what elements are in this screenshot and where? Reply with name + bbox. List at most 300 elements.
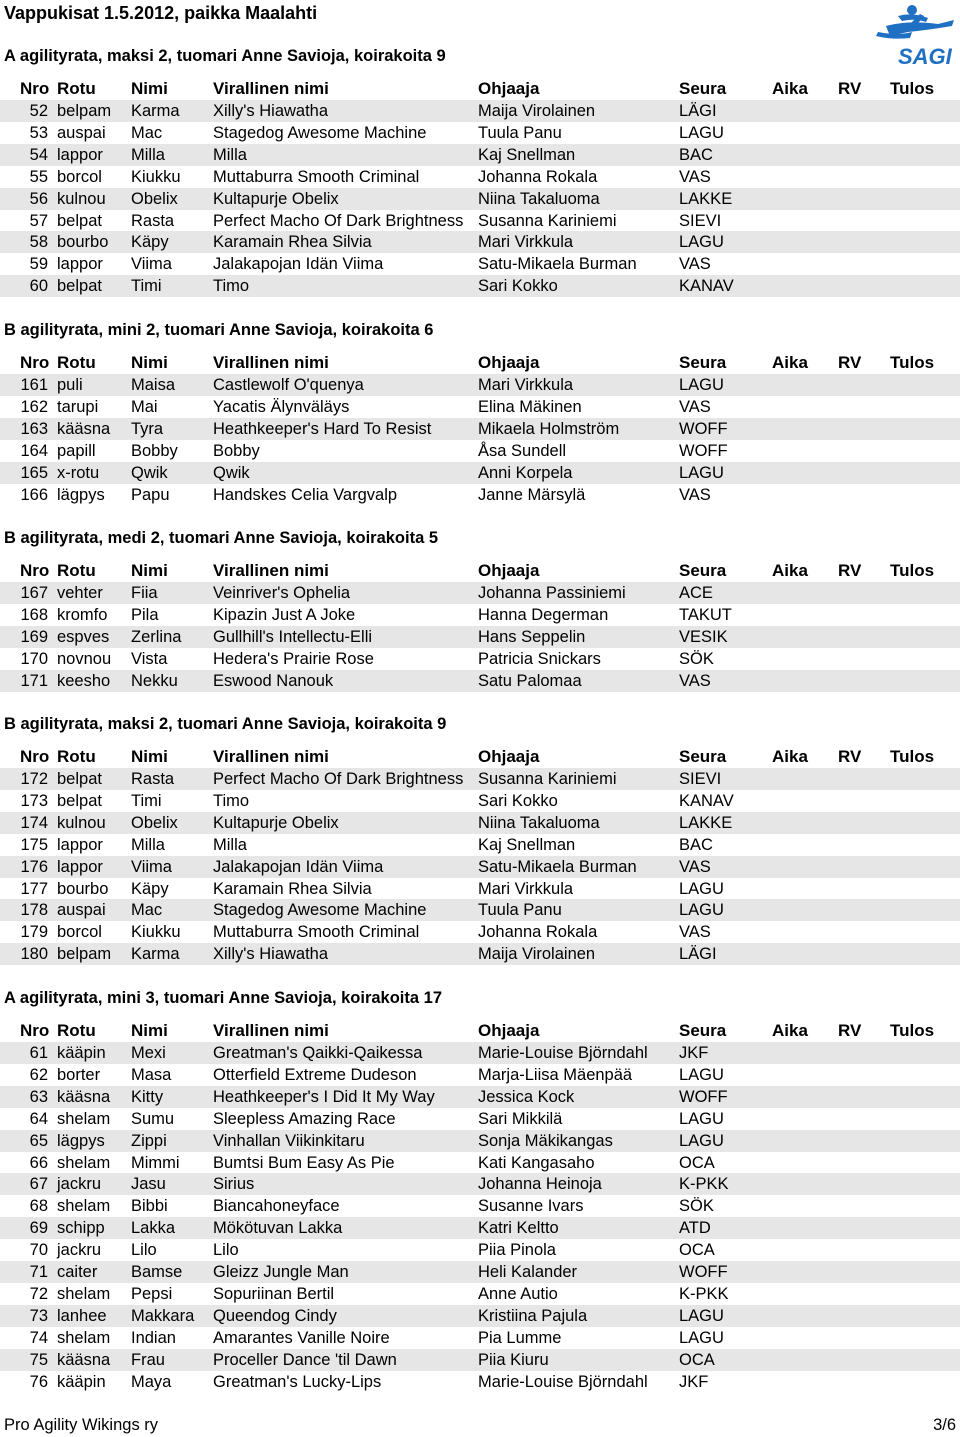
cell-seura: WOFF (679, 1087, 728, 1106)
cell-nimi: Milla (131, 145, 165, 164)
cell-virallinen-nimi: Jalakapojan Idän Viima (213, 857, 384, 876)
cell-nimi: Sumu (131, 1109, 175, 1128)
table-row (0, 144, 960, 166)
column-header-tulos: Tulos (890, 747, 935, 766)
table-row (0, 1261, 960, 1283)
cell-nro: 64 (29, 1109, 48, 1128)
cell-rotu: belpam (57, 102, 112, 120)
cell-virallinen-nimi: Sirius (213, 1175, 255, 1194)
cell-ohjaaja: Mari Virkkula (478, 879, 574, 898)
column-header-aika: Aika (772, 561, 808, 580)
column-header-virallinen-nimi: Virallinen nimi (213, 353, 329, 372)
table-row (0, 899, 960, 921)
cell-seura: LAGU (679, 463, 724, 482)
cell-rotu: shelam (57, 1328, 111, 1347)
cell-rotu: x-rotu (57, 463, 100, 482)
cell-nro: 68 (29, 1197, 48, 1216)
cell-nimi: Pepsi (131, 1284, 173, 1303)
svg-text:SAGI: SAGI (898, 44, 952, 68)
cell-nro: 163 (20, 419, 48, 438)
column-header-nro: Nro (20, 561, 50, 580)
cell-nro: 164 (20, 441, 48, 460)
cell-rotu: auspai (57, 901, 106, 920)
cell-virallinen-nimi: Castlewolf O'quenya (213, 376, 364, 394)
cell-nro: 60 (29, 277, 48, 296)
cell-ohjaaja: Sari Kokko (478, 277, 558, 296)
cell-rotu: kääsna (57, 419, 111, 438)
table-row (0, 1108, 960, 1130)
column-header-virallinen-nimi: Virallinen nimi (213, 747, 329, 766)
cell-rotu: tarupi (57, 397, 99, 416)
cell-seura: LÄGI (679, 945, 717, 964)
cell-nro: 168 (20, 605, 48, 624)
column-header-rotu: Rotu (57, 561, 96, 580)
footer-page-number: 3/6 (933, 1416, 956, 1434)
cell-nro: 177 (20, 879, 48, 898)
cell-nro: 65 (29, 1131, 48, 1150)
cell-nimi: Kiukku (131, 923, 181, 942)
cell-nimi: Qwik (131, 463, 168, 482)
cell-seura: K-PKK (679, 1175, 729, 1194)
cell-nro: 165 (20, 463, 48, 482)
cell-ohjaaja: Johanna Rokala (478, 923, 598, 942)
cell-ohjaaja: Johanna Rokala (478, 167, 598, 186)
cell-rotu: kromfo (57, 605, 108, 624)
cell-nro: 73 (29, 1306, 48, 1325)
cell-nro: 53 (29, 123, 48, 142)
column-header-rotu: Rotu (57, 79, 96, 98)
cell-ohjaaja: Elina Mäkinen (478, 397, 582, 416)
cell-nimi: Viima (131, 255, 172, 274)
table-row (0, 231, 960, 253)
cell-virallinen-nimi: Yacatis Älynväläys (213, 397, 350, 416)
column-header-virallinen-nimi: Virallinen nimi (213, 79, 329, 98)
cell-seura: LAGU (679, 376, 724, 394)
cell-ohjaaja: Susanne Ivars (478, 1197, 584, 1216)
cell-nimi: Tyra (131, 419, 164, 438)
cell-nimi: Rasta (131, 211, 175, 230)
table-row (0, 1173, 960, 1195)
cell-rotu: shelam (57, 1153, 111, 1172)
table-row (0, 418, 960, 440)
section-title: A agilityrata, mini 3, tuomari Anne Savioja, koirakoita 17 (4, 989, 442, 1007)
cell-seura: LAGU (679, 879, 724, 898)
cell-ohjaaja: Niina Takaluoma (478, 189, 600, 208)
cell-virallinen-nimi: Xilly's Hiawatha (213, 945, 329, 964)
cell-seura: ACE (679, 584, 713, 602)
cell-nimi: Zippi (131, 1131, 167, 1150)
table-header (0, 78, 960, 100)
cell-virallinen-nimi: Proceller Dance 'til Dawn (213, 1350, 397, 1369)
cell-virallinen-nimi: Karamain Rhea Silvia (213, 233, 372, 252)
cell-virallinen-nimi: Veinriver's Ophelia (213, 584, 351, 602)
cell-rotu: espves (57, 627, 110, 646)
cell-virallinen-nimi: Handskes Celia Vargvalp (213, 485, 398, 504)
cell-rotu: kääpin (57, 1372, 106, 1391)
sagi-logo-icon (868, 2, 958, 68)
table-row (0, 100, 960, 122)
cell-ohjaaja: Kaj Snellman (478, 145, 576, 164)
cell-nro: 61 (29, 1044, 48, 1062)
cell-nro: 63 (29, 1087, 48, 1106)
cell-seura: VAS (679, 255, 711, 274)
cell-virallinen-nimi: Bobby (213, 441, 260, 460)
cell-rotu: bourbo (57, 233, 109, 252)
cell-nimi: Viima (131, 857, 172, 876)
cell-rotu: bourbo (57, 879, 109, 898)
table-row (0, 768, 960, 790)
cell-ohjaaja: Satu-Mikaela Burman (478, 857, 637, 876)
cell-virallinen-nimi: Kultapurje Obelix (213, 813, 339, 832)
cell-virallinen-nimi: Perfect Macho Of Dark Brightness (213, 770, 464, 788)
cell-seura: VESIK (679, 627, 728, 646)
table-row (0, 1152, 960, 1174)
cell-ohjaaja: Pia Lumme (478, 1328, 562, 1347)
cell-virallinen-nimi: Jalakapojan Idän Viima (213, 255, 384, 274)
table-row (0, 210, 960, 232)
column-header-virallinen-nimi: Virallinen nimi (213, 1021, 329, 1040)
cell-virallinen-nimi: Gullhill's Intellectu-Elli (213, 627, 373, 646)
cell-virallinen-nimi: Kipazin Just A Joke (213, 605, 356, 624)
cell-nimi: Karma (131, 945, 180, 964)
cell-ohjaaja: Piia Kiuru (478, 1350, 549, 1369)
cell-nimi: Mac (131, 901, 163, 920)
table-row (0, 582, 960, 604)
cell-ohjaaja: Piia Pinola (478, 1241, 556, 1260)
cell-virallinen-nimi: Timo (213, 277, 250, 296)
column-header-nro: Nro (20, 79, 50, 98)
cell-seura: VAS (679, 923, 711, 942)
cell-nimi: Fiia (131, 584, 158, 602)
cell-nimi: Obelix (131, 813, 178, 832)
table-row (0, 1064, 960, 1086)
column-header-aika: Aika (772, 747, 808, 766)
table-row (0, 374, 960, 396)
cell-seura: LAGU (679, 1131, 724, 1150)
column-header-ohjaaja: Ohjaaja (478, 561, 540, 580)
table-row (0, 484, 960, 506)
table-row (0, 812, 960, 834)
cell-seura: WOFF (679, 441, 728, 460)
cell-nimi: Mexi (131, 1044, 166, 1062)
cell-rotu: kääsna (57, 1350, 111, 1369)
cell-nro: 161 (20, 376, 48, 394)
table-row (0, 1239, 960, 1261)
cell-nro: 58 (29, 233, 48, 252)
column-header-aika: Aika (772, 353, 808, 372)
table-row (0, 1042, 960, 1064)
cell-rotu: novnou (57, 649, 112, 668)
cell-nimi: Bobby (131, 441, 178, 460)
cell-ohjaaja: Patricia Snickars (478, 649, 601, 668)
cell-seura: LAGU (679, 1065, 724, 1084)
cell-rotu: jackru (57, 1241, 102, 1260)
cell-seura: LAKKE (679, 189, 733, 208)
table-row (0, 1283, 960, 1305)
column-header-seura: Seura (679, 79, 727, 98)
cell-nro: 179 (20, 923, 48, 942)
table-row (0, 1327, 960, 1349)
table-header (0, 1020, 960, 1042)
column-header-rv: RV (838, 353, 862, 372)
cell-nimi: Vista (131, 649, 168, 668)
cell-virallinen-nimi: Gleizz Jungle Man (213, 1263, 349, 1281)
cell-nimi: Indian (131, 1328, 176, 1347)
cell-nimi: Mai (131, 397, 158, 416)
cell-ohjaaja: Hanna Degerman (478, 605, 609, 624)
table-row (0, 1305, 960, 1327)
table-row (0, 921, 960, 943)
cell-nro: 72 (29, 1284, 48, 1303)
cell-ohjaaja: Kati Kangasaho (478, 1153, 595, 1172)
cell-seura: VAS (679, 167, 711, 186)
column-header-ohjaaja: Ohjaaja (478, 353, 540, 372)
cell-virallinen-nimi: Xilly's Hiawatha (213, 102, 329, 120)
cell-rotu: papill (57, 441, 96, 460)
table-row (0, 1371, 960, 1393)
cell-nimi: Papu (131, 485, 170, 504)
cell-ohjaaja: Anne Autio (478, 1284, 558, 1303)
cell-virallinen-nimi: Stagedog Awesome Machine (213, 901, 427, 920)
table-row (0, 462, 960, 484)
cell-seura: WOFF (679, 419, 728, 438)
cell-nimi: Pila (131, 605, 159, 624)
table-row (0, 878, 960, 900)
column-header-rv: RV (838, 747, 862, 766)
cell-rotu: jackru (57, 1175, 102, 1194)
cell-rotu: auspai (57, 123, 106, 142)
column-header-seura: Seura (679, 1021, 727, 1040)
cell-seura: KANAV (679, 277, 734, 296)
cell-virallinen-nimi: Eswood Nanouk (213, 671, 334, 690)
cell-nro: 67 (29, 1175, 48, 1194)
cell-virallinen-nimi: Greatman's Qaikki-Qaikessa (213, 1044, 423, 1062)
cell-virallinen-nimi: Qwik (213, 463, 250, 482)
cell-rotu: caiter (57, 1263, 98, 1281)
cell-seura: SÖK (679, 1197, 714, 1216)
table-row (0, 188, 960, 210)
table-row (0, 670, 960, 692)
cell-rotu: shelam (57, 1284, 111, 1303)
cell-ohjaaja: Åsa Sundell (478, 441, 567, 460)
table-row (0, 440, 960, 462)
table-row (0, 166, 960, 188)
cell-seura: SIEVI (679, 211, 722, 230)
cell-nro: 52 (29, 102, 48, 120)
cell-virallinen-nimi: Sleepless Amazing Race (213, 1109, 396, 1128)
cell-rotu: lägpys (57, 1131, 105, 1150)
table-row (0, 253, 960, 275)
cell-virallinen-nimi: Amarantes Vanille Noire (213, 1328, 390, 1347)
table-row (0, 790, 960, 812)
page-title: Vappukisat 1.5.2012, paikka Maalahti (4, 3, 318, 23)
cell-ohjaaja: Susanna Kariniemi (478, 770, 617, 788)
cell-nimi: Jasu (131, 1175, 166, 1194)
table-row (0, 1217, 960, 1239)
cell-ohjaaja: Satu Palomaa (478, 671, 582, 690)
column-header-virallinen-nimi: Virallinen nimi (213, 561, 329, 580)
table-row (0, 1086, 960, 1108)
cell-ohjaaja: Maija Virolainen (478, 102, 596, 120)
cell-virallinen-nimi: Queendog Cindy (213, 1306, 337, 1325)
cell-seura: LAGU (679, 1109, 724, 1128)
cell-nimi: Maisa (131, 376, 176, 394)
cell-seura: LAKKE (679, 813, 733, 832)
cell-virallinen-nimi: Karamain Rhea Silvia (213, 879, 372, 898)
cell-virallinen-nimi: Bumtsi Bum Easy As Pie (213, 1153, 395, 1172)
cell-nimi: Nekku (131, 671, 178, 690)
cell-seura: OCA (679, 1350, 715, 1369)
cell-nimi: Kitty (131, 1087, 164, 1106)
column-header-nro: Nro (20, 747, 50, 766)
cell-nimi: Bibbi (131, 1197, 168, 1216)
cell-seura: TAKUT (679, 605, 732, 624)
cell-rotu: shelam (57, 1197, 111, 1216)
cell-nimi: Lakka (131, 1219, 176, 1238)
cell-nro: 70 (29, 1241, 48, 1260)
cell-nro: 178 (20, 901, 48, 920)
cell-seura: KANAV (679, 791, 734, 810)
column-header-rotu: Rotu (57, 1021, 96, 1040)
cell-ohjaaja: Susanna Kariniemi (478, 211, 617, 230)
cell-rotu: belpam (57, 945, 112, 964)
cell-virallinen-nimi: Perfect Macho Of Dark Brightness (213, 211, 464, 230)
cell-ohjaaja: Tuula Panu (478, 901, 562, 920)
cell-rotu: belpat (57, 791, 102, 810)
cell-seura: LAGU (679, 901, 724, 920)
cell-seura: BAC (679, 145, 713, 164)
table-row (0, 648, 960, 670)
table-row (0, 1130, 960, 1152)
table-row (0, 122, 960, 144)
cell-ohjaaja: Tuula Panu (478, 123, 562, 142)
cell-ohjaaja: Niina Takaluoma (478, 813, 600, 832)
cell-nimi: Timi (131, 277, 162, 296)
cell-virallinen-nimi: Milla (213, 835, 247, 854)
cell-nimi: Rasta (131, 770, 175, 788)
cell-rotu: vehter (57, 584, 103, 602)
cell-virallinen-nimi: Kultapurje Obelix (213, 189, 339, 208)
cell-nimi: Karma (131, 102, 180, 120)
cell-nro: 71 (29, 1263, 48, 1281)
cell-virallinen-nimi: Heathkeeper's Hard To Resist (213, 419, 432, 438)
cell-seura: JKF (679, 1372, 709, 1391)
cell-rotu: borcol (57, 167, 102, 186)
column-header-aika: Aika (772, 1021, 808, 1040)
cell-nro: 172 (20, 770, 48, 788)
cell-rotu: lappor (57, 255, 103, 274)
cell-rotu: lappor (57, 145, 103, 164)
cell-seura: LAGU (679, 1328, 724, 1347)
cell-virallinen-nimi: Hedera's Prairie Rose (213, 649, 374, 668)
cell-rotu: belpat (57, 277, 102, 296)
cell-nro: 174 (20, 813, 48, 832)
cell-nro: 74 (29, 1328, 48, 1347)
cell-rotu: lappor (57, 857, 103, 876)
cell-nimi: Masa (131, 1065, 172, 1084)
cell-virallinen-nimi: Milla (213, 145, 247, 164)
cell-virallinen-nimi: Greatman's Lucky-Lips (213, 1372, 382, 1391)
cell-nro: 57 (29, 211, 48, 230)
column-header-rv: RV (838, 79, 862, 98)
cell-nro: 170 (20, 649, 48, 668)
table-row (0, 604, 960, 626)
cell-virallinen-nimi: Timo (213, 791, 250, 810)
cell-rotu: borter (57, 1065, 101, 1084)
cell-rotu: kulnou (57, 189, 106, 208)
cell-ohjaaja: Sari Mikkilä (478, 1109, 563, 1128)
cell-rotu: shelam (57, 1109, 111, 1128)
cell-nro: 169 (20, 627, 48, 646)
cell-nimi: Lilo (131, 1241, 157, 1260)
cell-virallinen-nimi: Heathkeeper's I Did It My Way (213, 1087, 435, 1106)
cell-virallinen-nimi: Muttaburra Smooth Criminal (213, 923, 420, 942)
cell-ohjaaja: Heli Kalander (478, 1263, 578, 1281)
section-title: B agilityrata, medi 2, tuomari Anne Savioja, koirakoita 5 (4, 529, 439, 547)
column-header-nimi: Nimi (131, 79, 168, 98)
column-header-tulos: Tulos (890, 353, 935, 372)
cell-virallinen-nimi: Stagedog Awesome Machine (213, 123, 427, 142)
column-header-tulos: Tulos (890, 561, 935, 580)
cell-ohjaaja: Marja-Liisa Mäenpää (478, 1065, 633, 1084)
cell-ohjaaja: Jessica Kock (478, 1087, 575, 1106)
cell-seura: LAGU (679, 123, 724, 142)
cell-virallinen-nimi: Vinhallan Viikinkitaru (213, 1131, 365, 1150)
cell-seura: LAGU (679, 233, 724, 252)
cell-rotu: kääpin (57, 1044, 106, 1062)
cell-nimi: Kiukku (131, 167, 181, 186)
cell-ohjaaja: Johanna Heinoja (478, 1175, 602, 1194)
cell-virallinen-nimi: Lilo (213, 1241, 239, 1260)
cell-nro: 55 (29, 167, 48, 186)
cell-ohjaaja: Sari Kokko (478, 791, 558, 810)
cell-ohjaaja: Mari Virkkula (478, 376, 574, 394)
cell-seura: ATD (679, 1219, 711, 1238)
table-row (0, 1349, 960, 1371)
cell-seura: JKF (679, 1044, 709, 1062)
cell-nro: 75 (29, 1350, 48, 1369)
table-row (0, 275, 960, 297)
cell-ohjaaja: Hans Seppelin (478, 627, 586, 646)
cell-virallinen-nimi: Otterfield Extreme Dudeson (213, 1065, 417, 1084)
cell-seura: LAGU (679, 1306, 724, 1325)
cell-rotu: kääsna (57, 1087, 111, 1106)
cell-rotu: keesho (57, 671, 111, 690)
cell-nro: 54 (29, 145, 48, 164)
cell-rotu: puli (57, 376, 83, 394)
cell-rotu: lägpys (57, 485, 105, 504)
cell-rotu: lanhee (57, 1306, 107, 1325)
cell-ohjaaja: Maija Virolainen (478, 945, 596, 964)
section-title: B agilityrata, mini 2, tuomari Anne Savioja, koirakoita 6 (4, 321, 434, 339)
cell-ohjaaja: Kristiina Pajula (478, 1306, 588, 1325)
cell-nimi: Obelix (131, 189, 178, 208)
cell-virallinen-nimi: Biancahoneyface (213, 1197, 340, 1216)
cell-nro: 69 (29, 1219, 48, 1238)
cell-seura: K-PKK (679, 1284, 729, 1303)
column-header-ohjaaja: Ohjaaja (478, 79, 540, 98)
cell-virallinen-nimi: Mökötuvan Lakka (213, 1219, 343, 1238)
cell-nimi: Bamse (131, 1263, 183, 1281)
cell-nimi: Käpy (131, 879, 169, 898)
table-header (0, 746, 960, 768)
cell-ohjaaja: Marie-Louise Björndahl (478, 1372, 648, 1391)
cell-seura: OCA (679, 1153, 715, 1172)
cell-seura: BAC (679, 835, 713, 854)
cell-seura: VAS (679, 485, 711, 504)
cell-nimi: Maya (131, 1372, 172, 1391)
cell-seura: OCA (679, 1241, 715, 1260)
